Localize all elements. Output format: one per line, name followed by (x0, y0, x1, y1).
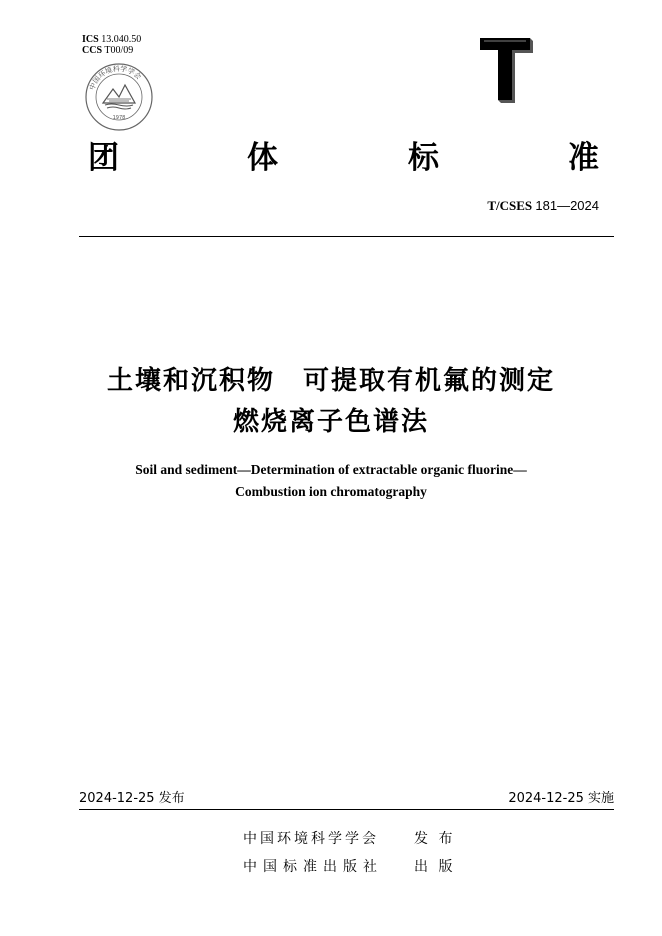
title-en-line1: Soil and sediment—Determination of extractable organic fluorine— (135, 462, 527, 477)
svg-text:中国环境科学学会: 中国环境科学学会 (88, 64, 143, 92)
standard-type-char-3: 标 (408, 140, 439, 176)
ccs-label: CCS (82, 45, 103, 56)
ics-code: 13.040.50 (101, 34, 142, 45)
standard-number-prefix: T/CSES (487, 198, 533, 213)
publisher-1-name: 中国环境科学学会 (243, 831, 379, 847)
publisher-1-role: 发 布 (414, 831, 456, 847)
publisher-2-name: 中国标准出版社 (243, 859, 383, 875)
implement-date: 2024-12-25 实施 (508, 791, 614, 806)
standard-number (487, 198, 599, 214)
title-en-line2: Combustion ion chromatography (235, 484, 427, 499)
bottom-rule (79, 809, 614, 810)
issue-date: 2024-12-25 发布 (79, 791, 185, 806)
standard-number-value: 181—2024 (535, 198, 599, 213)
title-cn-line2: 燃烧离子色谱法 (232, 407, 429, 437)
standard-type-char-4: 准 (568, 140, 599, 176)
classification-codes (82, 34, 141, 56)
publisher-2-role: 出 版 (414, 859, 456, 875)
title-cn-line1: 土壤和沉积物 可提取有机氟的测定 (106, 366, 555, 396)
standard-type-letter (478, 36, 534, 104)
ccs-line (82, 45, 141, 56)
standard-type-char-1: 团 (88, 140, 119, 176)
standard-type-char-2: 体 (247, 140, 278, 176)
ccs-code: T00/09 (104, 45, 134, 56)
society-emblem-logo (85, 63, 153, 131)
ics-line (82, 34, 141, 45)
svg-text:1978: 1978 (112, 115, 126, 121)
top-rule (79, 236, 614, 237)
ics-label: ICS (82, 34, 99, 45)
